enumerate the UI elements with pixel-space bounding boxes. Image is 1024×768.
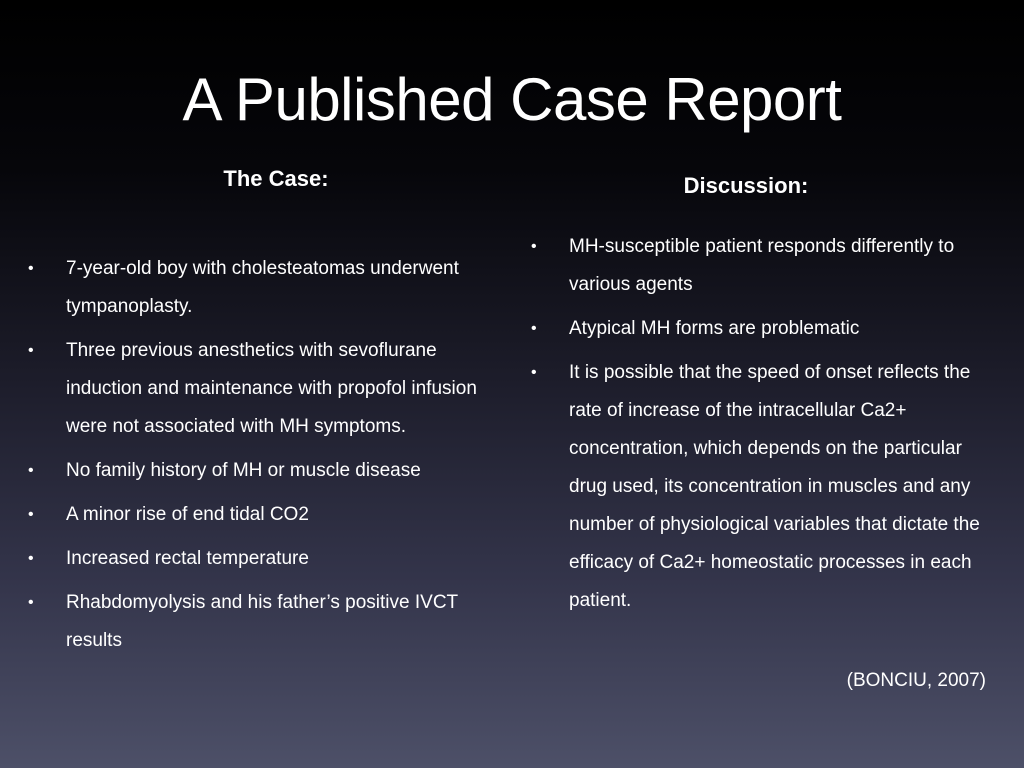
list-item-text: A minor rise of end tidal CO2 (66, 504, 309, 525)
bullet-icon: • (28, 260, 34, 277)
bullet-icon: • (531, 364, 537, 381)
list-item-text: MH-susceptible patient responds differently to various agents (569, 236, 955, 295)
list-item (28, 584, 498, 660)
list-item (28, 332, 498, 446)
bullet-icon: • (28, 550, 34, 567)
case-heading: The Case: (223, 166, 329, 191)
list-item-text: Increased rectal temperature (66, 548, 309, 569)
list-item-text: It is possible that the speed of onset reflects the rate of increase of the intracellular Ca2+ concentration, which depends on the particular drug used, its concentration in muscles and any number of physiological variables that dictate the efficacy of Ca2+ homeostatic processes in each patient. (569, 362, 980, 611)
bullet-icon: • (531, 238, 537, 255)
list-item-text: Rhabdomyolysis and his father’s positive IVCT results (66, 592, 458, 651)
list-item (28, 496, 498, 534)
list-item (28, 540, 498, 578)
discussion-heading: Discussion: (683, 173, 809, 198)
bullet-icon: • (28, 594, 34, 611)
list-item-text: Atypical MH forms are problematic (569, 318, 860, 339)
list-item (28, 452, 498, 490)
bullet-icon: • (531, 320, 537, 337)
case-bullet-list (28, 250, 498, 666)
bullet-icon: • (28, 342, 34, 359)
list-item (28, 250, 498, 326)
list-item (531, 228, 1001, 304)
bullet-icon: • (28, 462, 34, 479)
list-item-text: 7-year-old boy with cholesteatomas underwent tympanoplasty. (66, 258, 459, 317)
slide-title: A Published Case Report (182, 66, 842, 133)
bullet-icon: • (28, 506, 34, 523)
citation: (BONCIU, 2007) (846, 670, 986, 691)
list-item-text: Three previous anesthetics with sevoflurane induction and maintenance with propofol infusion were not associated with MH symptoms. (66, 340, 477, 437)
list-item (531, 354, 1001, 620)
list-item-text: No family history of MH or muscle disease (66, 460, 421, 481)
discussion-bullet-list (531, 228, 1001, 626)
list-item (531, 310, 1001, 348)
